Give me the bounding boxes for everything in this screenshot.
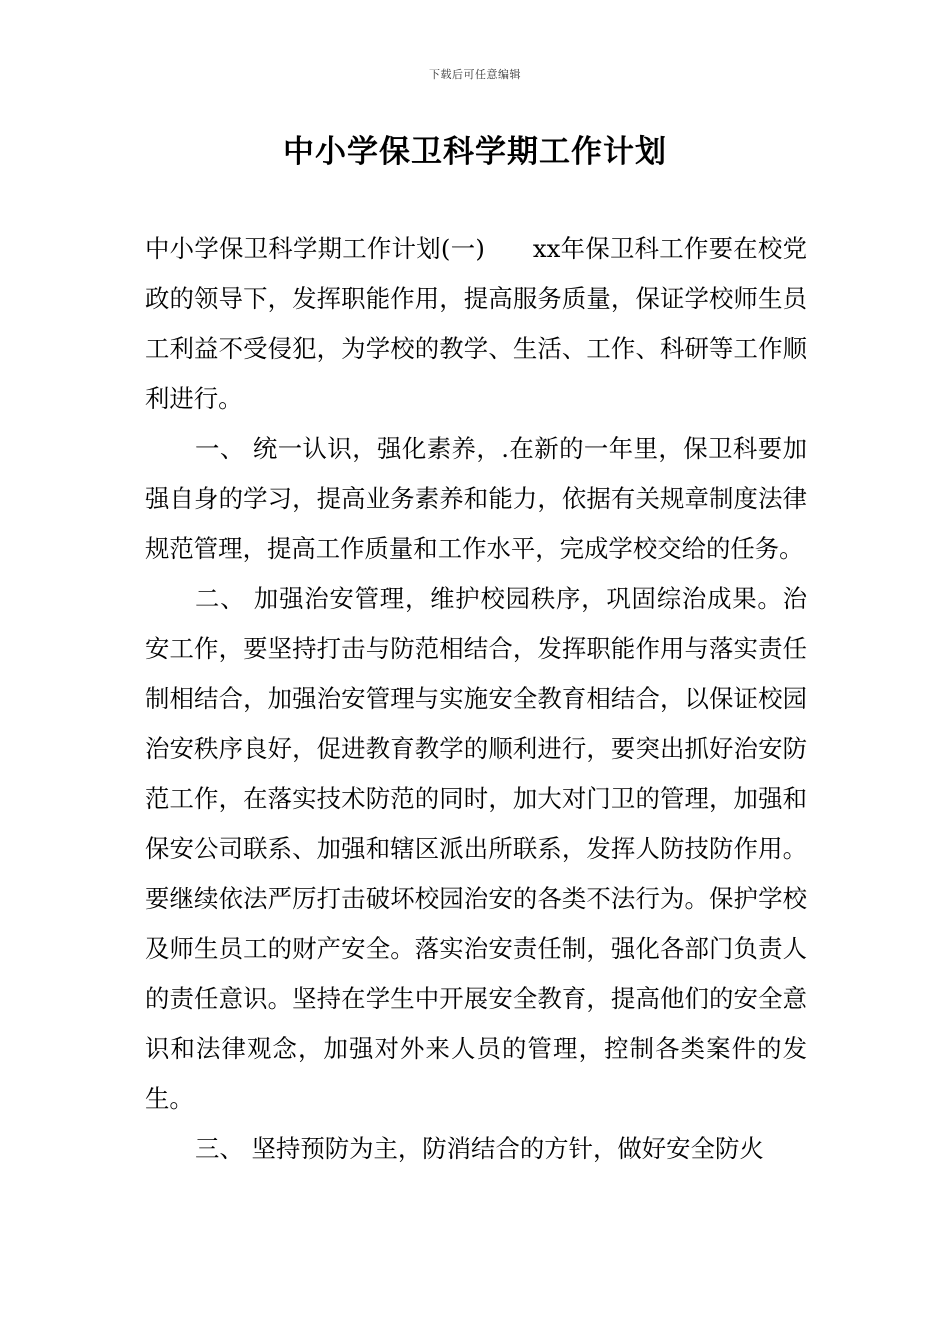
document-title: 中小学保卫科学期工作计划	[283, 134, 667, 170]
paragraph-2: 二、 加强治安管理，维护校园秩序，巩固综治成果。治安工作，要坚持打击与防范相结合，发挥职能作用与落实责任制相结合，加强治安管理与实施安全教育相结合，以保证校园治安秩序良好，促进教育教学的顺利进行，要突出抓好治安防范工作，在落实技术防范的同时，加大对门卫的管理，加强和保安公司联系、加强和辖区派出所联系，发挥人防技防作用。要继续依法严厉打击破坏校园治安的各类不法行为。保护学校及师生员工的财产安全。落实治安责任制，强化各部门负责人的责任意识。坚持在学生中开展安全教育，提高他们的安全意识和法律观念，加强对外来人员的管理，控制各类案件的发生。	[145, 584, 807, 1113]
document-body	[145, 224, 807, 1174]
intro-heading: 中小学保卫科学期工作计划(一)	[145, 234, 485, 263]
paragraph-3: 三、 坚持预防为主，防消结合的方针，做好安全防火	[195, 1134, 764, 1163]
header-note: 下载后可任意编辑	[429, 68, 521, 81]
paragraph-1: 一、 统一认识，强化素养，.在新的一年里，保卫科要加强自身的学习，提高业务素养和能力，依据有关规章制度法律规范管理，提高工作质量和工作水平，完成学校交给的任务。	[145, 434, 807, 563]
intro-text: xx年保卫科工作要在校党政的领导下，发挥职能作用，提高服务质量，保证学校师生员工利益不受侵犯，为学校的教学、生活、工作、科研等工作顺利进行。	[145, 234, 807, 413]
intro-paragraph	[145, 224, 807, 424]
